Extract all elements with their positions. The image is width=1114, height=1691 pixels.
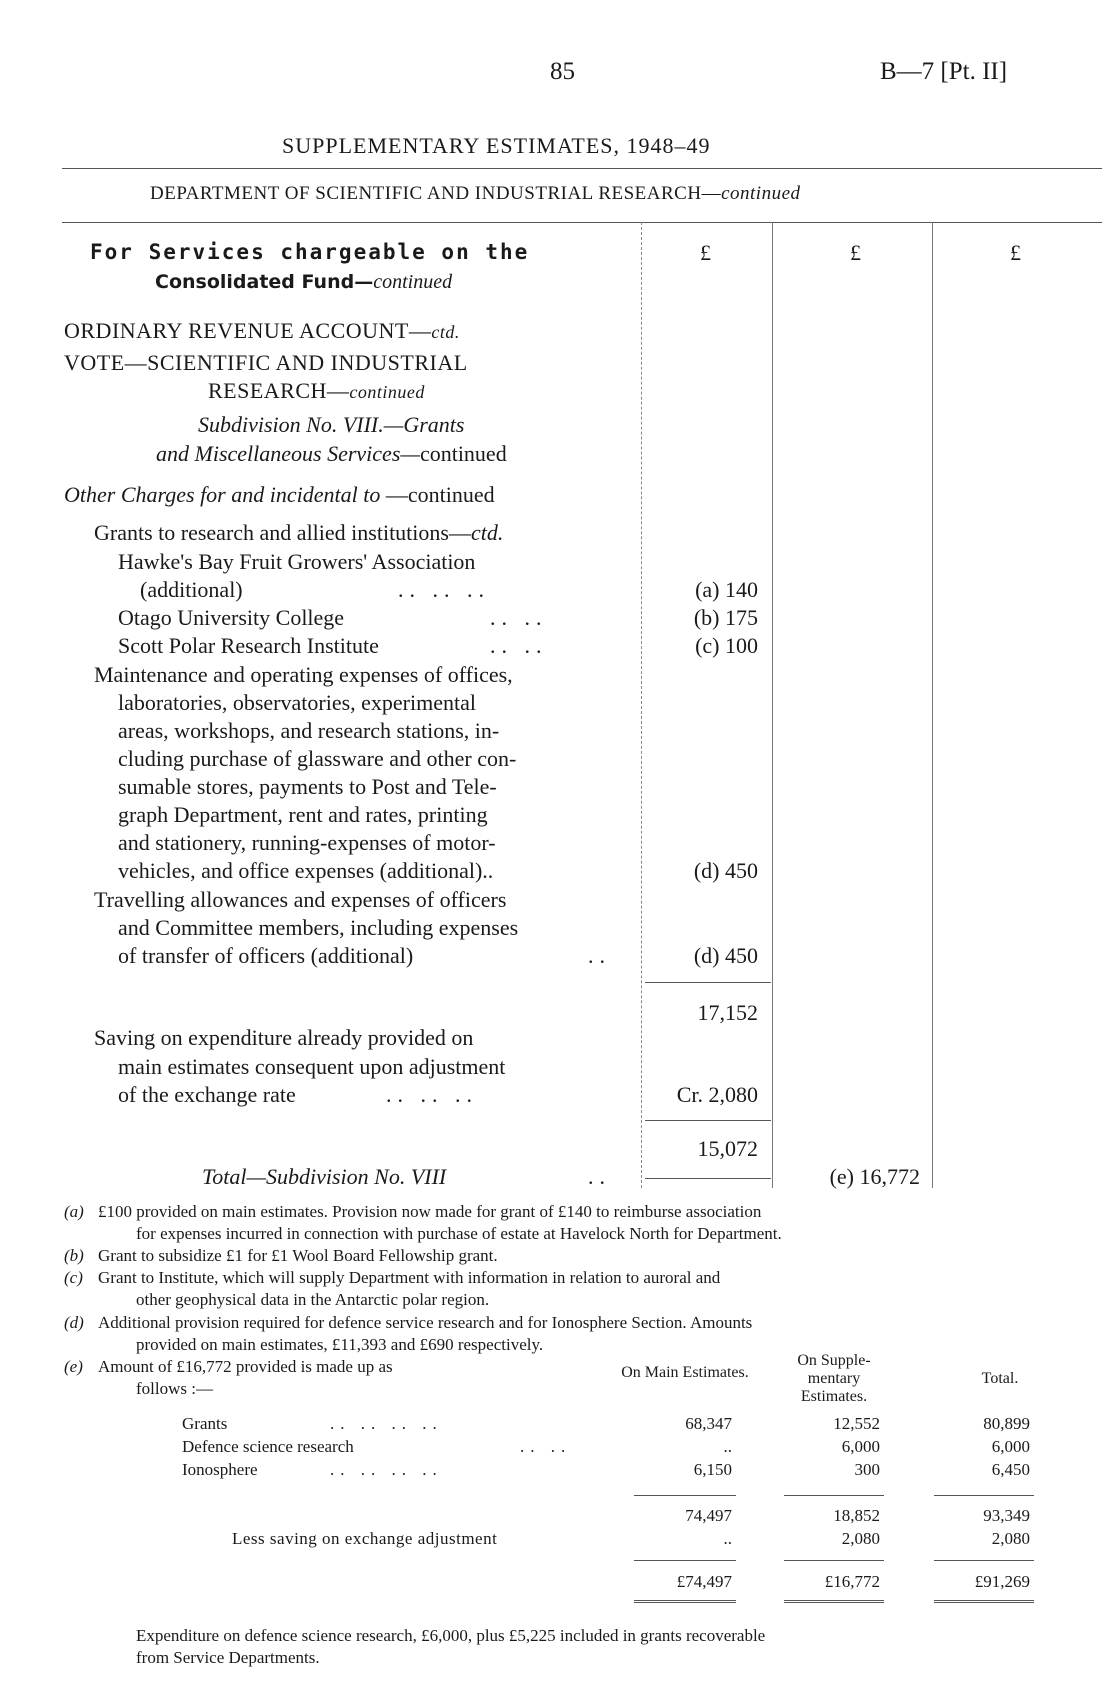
breakdown-row-total: 6,450 (991, 1460, 1030, 1479)
amount-scott-polar: (c) 100 (695, 633, 758, 658)
breakdown-row-main: 68,347 (685, 1414, 732, 1433)
breakdown-row-label: Ionosphere (182, 1460, 258, 1479)
page-number: 85 (550, 58, 575, 85)
note-e-line-1: Amount of £16,772 provided is made up as (98, 1357, 393, 1376)
breakdown-rule (934, 1495, 1034, 1496)
breakdown-rule (634, 1560, 736, 1561)
breakdown-header-main: On Main Estimates. (621, 1364, 749, 1381)
grand-total-total: £91,269 (974, 1572, 1030, 1591)
note-c-line-2: other geophysical data in the Antarctic polar region. (136, 1290, 490, 1309)
page-title: SUPPLEMENTARY ESTIMATES, 1948–49 (282, 133, 711, 158)
breakdown-header-total: Total. (981, 1370, 1019, 1387)
saving-line-1: Saving on expenditure already provided on (94, 1025, 474, 1050)
note-c-label: (c) (64, 1268, 83, 1287)
column-divider-3 (932, 222, 933, 1188)
grand-total-main: £74,497 (676, 1572, 732, 1591)
header-rule (62, 168, 1102, 169)
amount-net: 15,072 (697, 1136, 758, 1161)
note-a-label: (a) (64, 1202, 84, 1221)
less-saving-label: Less saving on exchange adjustment (232, 1529, 498, 1548)
services-subheading: Consolidated Fund—continued (155, 271, 453, 293)
maintenance-line-3: areas, workshops, and research stations, in- (118, 718, 500, 743)
double-rule (934, 1600, 1034, 1603)
breakdown-row-main: 6,150 (693, 1460, 732, 1479)
subdivision-heading-2: and Miscellaneous Services—continued (156, 441, 507, 466)
subdivision-heading: Subdivision No. VIII.—Grants (198, 412, 465, 437)
leader-dots: .. .. (490, 605, 548, 630)
saving-line-2: main estimates consequent upon adjustment (118, 1054, 506, 1079)
travelling-line-1: Travelling allowances and expenses of officers (94, 887, 507, 912)
grants-heading: Grants to research and allied institutions—ctd. (94, 520, 504, 545)
column-divider-2 (772, 222, 773, 1188)
maintenance-line-2: laboratories, observatories, experimental (118, 690, 476, 715)
leader-dots: .. .. .. .. (330, 1414, 443, 1433)
leader-dots: .. (588, 943, 611, 968)
breakdown-row-main: .. (723, 1437, 732, 1456)
vote-heading: VOTE—SCIENTIFIC AND INDUSTRIAL (64, 350, 468, 375)
column-currency-3: £ (1010, 240, 1021, 265)
amount-travelling: (d) 450 (693, 943, 758, 968)
double-rule (634, 1600, 736, 1603)
hawkes-bay-line-2: (additional) (140, 577, 243, 602)
otago-line: Otago University College (118, 605, 345, 630)
leader-dots: .. .. (490, 633, 548, 658)
grand-total-supp: £16,772 (824, 1572, 880, 1591)
total-subdivision-label: Total—Subdivision No. VIII (202, 1164, 447, 1189)
breakdown-subtotal-main: 74,497 (685, 1506, 732, 1525)
less-saving-supp: 2,080 (841, 1529, 880, 1548)
leader-dots: .. (588, 1164, 611, 1189)
breakdown-row-label: Defence science research (182, 1437, 354, 1456)
amount-hawkes-bay: (a) 140 (695, 577, 758, 602)
note-d-line-2: provided on main estimates, £11,393 and £690 respectively. (136, 1335, 544, 1354)
breakdown-subtotal-total: 93,349 (983, 1506, 1030, 1525)
note-b-line-1: Grant to subsidize £1 for £1 Wool Board Fellowship grant. (98, 1246, 498, 1265)
maintenance-line-5: sumable stores, payments to Post and Tele- (118, 774, 497, 799)
leader-dots: .. .. (520, 1437, 572, 1456)
footer-note-line-2: from Service Departments. (136, 1648, 320, 1667)
note-d-line-1: Additional provision required for defence service research and for Ionosphere Section. Amounts (98, 1313, 753, 1332)
amount-saving: Cr. 2,080 (676, 1082, 758, 1107)
note-d-label: (d) (64, 1313, 84, 1332)
maintenance-line-8: vehicles, and office expenses (additional).. (118, 858, 494, 883)
breakdown-header-supplementary: On Supple-mentary Estimates. (797, 1352, 871, 1405)
leader-dots: .. .. .. (386, 1082, 478, 1107)
note-b-label: (b) (64, 1246, 84, 1265)
net-bottom-rule (645, 1178, 771, 1179)
note-a-line-2: for expenses incurred in connection with purchase of estate at Havelock North for Department. (136, 1224, 782, 1243)
footer-note-line-1: Expenditure on defence science research, £6,000, plus £5,225 included in grants recoverable (136, 1626, 766, 1645)
breakdown-rule (784, 1495, 884, 1496)
breakdown-subtotal-supp: 18,852 (833, 1506, 880, 1525)
other-charges-heading: Other Charges for and incidental to —continued (64, 482, 495, 507)
amount-otago: (b) 175 (693, 605, 758, 630)
amount-maintenance: (d) 450 (693, 858, 758, 883)
breakdown-rule (784, 1560, 884, 1561)
breakdown-row-total: 80,899 (983, 1414, 1030, 1433)
hawkes-bay-line-1: Hawke's Bay Fruit Growers' Association (118, 549, 476, 574)
less-saving-total: 2,080 (991, 1529, 1030, 1548)
note-a-line-1: £100 provided on main estimates. Provision now made for grant of £140 to reimburse association (98, 1202, 762, 1221)
net-rule (645, 1120, 771, 1121)
column-currency-1: £ (700, 240, 711, 265)
subtotal-rule (645, 982, 771, 983)
maintenance-line-4: cluding purchase of glassware and other con- (118, 746, 517, 771)
maintenance-line-6: graph Department, rent and rates, printing (118, 802, 488, 827)
breakdown-rule (634, 1495, 736, 1496)
breakdown-row-supp: 6,000 (841, 1437, 880, 1456)
document-reference: B—7 [Pt. II] (880, 58, 1008, 85)
note-e-label: (e) (64, 1357, 83, 1376)
column-divider-1 (641, 222, 642, 1188)
services-heading: For Services chargeable on the (90, 240, 530, 264)
breakdown-row-supp: 300 (854, 1460, 880, 1479)
breakdown-row-total: 6,000 (991, 1437, 1030, 1456)
breakdown-row-supp: 12,552 (833, 1414, 880, 1433)
less-saving-main: .. (723, 1529, 732, 1548)
travelling-line-2: and Committee members, including expenses (118, 915, 519, 940)
scott-polar-line: Scott Polar Research Institute (118, 633, 379, 658)
note-e-line-2: follows :— (136, 1379, 213, 1398)
amount-subtotal: 17,152 (697, 1000, 758, 1025)
saving-line-3: of the exchange rate (118, 1082, 296, 1107)
travelling-line-3: of transfer of officers (additional) (118, 943, 414, 968)
maintenance-line-7: and stationery, running-expenses of motor- (118, 830, 496, 855)
column-currency-2: £ (850, 240, 861, 265)
breakdown-rule (934, 1560, 1034, 1561)
breakdown-row-label: Grants (182, 1414, 228, 1433)
ordinary-revenue-heading: ORDINARY REVENUE ACCOUNT—ctd. (64, 318, 460, 343)
department-rule (62, 222, 1102, 223)
note-c-line-1: Grant to Institute, which will supply Department with information in relation to auroral and (98, 1268, 721, 1287)
maintenance-line-1: Maintenance and operating expenses of offices, (94, 662, 513, 687)
department-heading: DEPARTMENT OF SCIENTIFIC AND INDUSTRIAL RESEARCH—continued (150, 183, 801, 204)
amount-total-subdivision: (e) 16,772 (829, 1164, 920, 1189)
vote-heading-2: RESEARCH—continued (208, 378, 425, 403)
leader-dots: .. .. .. (398, 577, 490, 602)
leader-dots: .. .. .. .. (330, 1460, 443, 1479)
double-rule (784, 1600, 884, 1603)
